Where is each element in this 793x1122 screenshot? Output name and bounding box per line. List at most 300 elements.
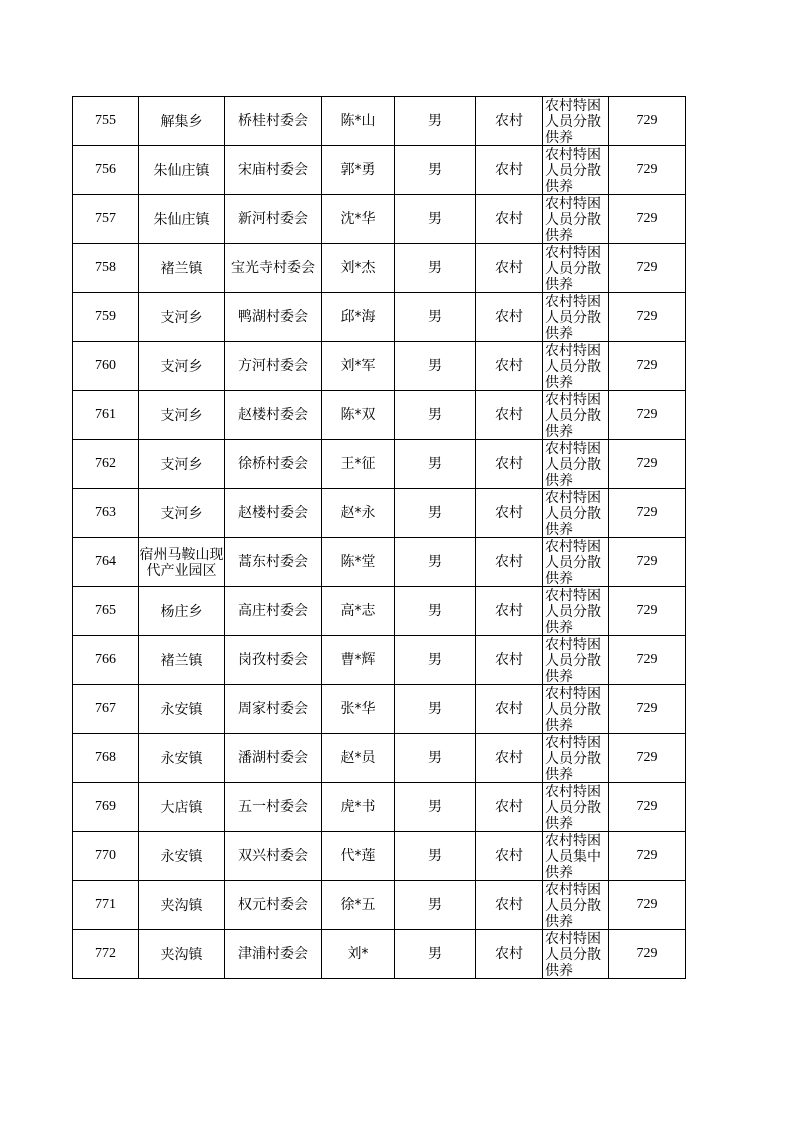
cell-text-no: 756 — [95, 162, 116, 177]
cell-gender — [395, 587, 476, 636]
cell-text-village: 五一村委会 — [238, 799, 308, 815]
cell-text-amount: 729 — [636, 407, 658, 422]
cell-text-name: 沈*华 — [340, 211, 376, 227]
table-row — [73, 783, 686, 832]
table-row — [73, 391, 686, 440]
cell-gender — [395, 195, 476, 244]
cell-text-area: 农村 — [495, 407, 523, 423]
cell-support-category — [543, 636, 609, 685]
cell-text-category: 农村特困人员分散供养 — [545, 490, 601, 537]
cell-text-village: 津浦村委会 — [238, 946, 308, 962]
cell-township — [139, 832, 225, 881]
cell-text-amount: 729 — [636, 750, 658, 765]
cell-text-area: 农村 — [495, 211, 523, 227]
cell-text-category: 农村特困人员分散供养 — [545, 539, 601, 586]
cell-text-village: 赵楼村委会 — [238, 505, 308, 521]
cell-support-category — [543, 930, 609, 979]
cell-text-village: 新河村委会 — [238, 211, 308, 227]
cell-gender — [395, 832, 476, 881]
cell-amount — [609, 244, 686, 293]
cell-name — [322, 734, 395, 783]
cell-area-type — [476, 587, 543, 636]
cell-name — [322, 195, 395, 244]
cell-text-area: 农村 — [495, 456, 523, 472]
cell-serial-number — [73, 244, 139, 293]
cell-text-category: 农村特困人员分散供养 — [545, 343, 601, 390]
cell-text-gender: 男 — [428, 260, 442, 276]
cell-text-no: 772 — [95, 946, 116, 961]
cell-area-type — [476, 342, 543, 391]
cell-amount — [609, 538, 686, 587]
cell-name — [322, 293, 395, 342]
cell-gender — [395, 342, 476, 391]
cell-text-village: 权元村委会 — [238, 897, 308, 913]
cell-name — [322, 783, 395, 832]
cell-text-village: 岗孜村委会 — [238, 652, 308, 668]
cell-gender — [395, 538, 476, 587]
cell-text-area: 农村 — [495, 505, 523, 521]
table-row — [73, 832, 686, 881]
table-row — [73, 636, 686, 685]
cell-text-amount: 729 — [636, 554, 658, 569]
cell-text-gender: 男 — [428, 407, 442, 423]
cell-township — [139, 636, 225, 685]
cell-text-no: 757 — [95, 211, 116, 226]
cell-amount — [609, 734, 686, 783]
cell-text-name: 刘*杰 — [340, 260, 376, 276]
cell-text-area: 农村 — [495, 750, 523, 766]
cell-serial-number — [73, 636, 139, 685]
cell-support-category — [543, 832, 609, 881]
cell-support-category — [543, 587, 609, 636]
table-row — [73, 685, 686, 734]
cell-serial-number — [73, 930, 139, 979]
cell-amount — [609, 685, 686, 734]
cell-text-no: 762 — [95, 456, 116, 471]
cell-text-town: 宿州马鞍山现代产业园区 — [139, 546, 224, 579]
cell-township — [139, 440, 225, 489]
cell-name — [322, 538, 395, 587]
cell-support-category — [543, 881, 609, 930]
cell-gender — [395, 146, 476, 195]
table-row — [73, 440, 686, 489]
cell-text-amount: 729 — [636, 358, 658, 373]
cell-support-category — [543, 685, 609, 734]
relief-roster-table — [72, 96, 686, 979]
cell-township — [139, 587, 225, 636]
cell-area-type — [476, 440, 543, 489]
cell-serial-number — [73, 783, 139, 832]
cell-serial-number — [73, 440, 139, 489]
cell-text-gender: 男 — [428, 211, 442, 227]
cell-text-area: 农村 — [495, 162, 523, 178]
cell-name — [322, 832, 395, 881]
cell-township — [139, 146, 225, 195]
cell-text-amount: 729 — [636, 701, 658, 716]
cell-village-committee — [225, 783, 322, 832]
cell-amount — [609, 391, 686, 440]
cell-village-committee — [225, 489, 322, 538]
cell-text-gender: 男 — [428, 162, 442, 178]
cell-text-town: 支河乡 — [160, 456, 203, 473]
cell-serial-number — [73, 489, 139, 538]
table-row — [73, 146, 686, 195]
cell-township — [139, 391, 225, 440]
cell-name — [322, 685, 395, 734]
table-row — [73, 538, 686, 587]
cell-serial-number — [73, 195, 139, 244]
cell-village-committee — [225, 881, 322, 930]
cell-support-category — [543, 342, 609, 391]
cell-gender — [395, 489, 476, 538]
cell-area-type — [476, 636, 543, 685]
cell-text-gender: 男 — [428, 946, 442, 962]
cell-text-village: 徐桥村委会 — [238, 456, 308, 472]
cell-text-no: 758 — [95, 260, 116, 275]
table-row — [73, 293, 686, 342]
cell-text-gender: 男 — [428, 750, 442, 766]
cell-amount — [609, 881, 686, 930]
cell-amount — [609, 440, 686, 489]
cell-text-area: 农村 — [495, 554, 523, 570]
cell-village-committee — [225, 440, 322, 489]
cell-name — [322, 97, 395, 146]
cell-serial-number — [73, 342, 139, 391]
cell-text-category: 农村特困人员分散供养 — [545, 147, 601, 194]
cell-village-committee — [225, 293, 322, 342]
cell-support-category — [543, 97, 609, 146]
cell-text-name: 郭*勇 — [340, 162, 376, 178]
table-row — [73, 881, 686, 930]
cell-serial-number — [73, 97, 139, 146]
cell-text-name: 赵*员 — [340, 750, 376, 766]
cell-text-area: 农村 — [495, 358, 523, 374]
cell-text-amount: 729 — [636, 946, 658, 961]
cell-township — [139, 489, 225, 538]
cell-support-category — [543, 489, 609, 538]
cell-text-gender: 男 — [428, 603, 442, 619]
cell-text-village: 潘湖村委会 — [238, 750, 308, 766]
cell-township — [139, 97, 225, 146]
cell-text-name: 曹*辉 — [340, 652, 376, 668]
cell-text-village: 赵楼村委会 — [238, 407, 308, 423]
cell-text-amount: 729 — [636, 456, 658, 471]
cell-text-no: 769 — [95, 799, 116, 814]
cell-gender — [395, 734, 476, 783]
cell-text-no: 761 — [95, 407, 116, 422]
cell-text-category: 农村特困人员分散供养 — [545, 735, 601, 782]
cell-text-town: 夹沟镇 — [160, 946, 203, 963]
cell-area-type — [476, 195, 543, 244]
cell-text-town: 解集乡 — [160, 113, 203, 130]
cell-text-name: 虎*书 — [340, 799, 376, 815]
cell-township — [139, 342, 225, 391]
cell-text-no: 767 — [95, 701, 116, 716]
cell-serial-number — [73, 734, 139, 783]
table-row — [73, 587, 686, 636]
cell-village-committee — [225, 587, 322, 636]
cell-township — [139, 538, 225, 587]
table-row — [73, 195, 686, 244]
cell-text-gender: 男 — [428, 701, 442, 717]
cell-serial-number — [73, 587, 139, 636]
cell-text-gender: 男 — [428, 799, 442, 815]
cell-text-area: 农村 — [495, 701, 523, 717]
cell-text-no: 766 — [95, 652, 116, 667]
cell-amount — [609, 587, 686, 636]
cell-amount — [609, 195, 686, 244]
cell-amount — [609, 783, 686, 832]
cell-support-category — [543, 734, 609, 783]
cell-amount — [609, 97, 686, 146]
cell-area-type — [476, 930, 543, 979]
cell-serial-number — [73, 293, 139, 342]
cell-text-name: 刘* — [347, 946, 369, 962]
cell-gender — [395, 293, 476, 342]
cell-text-category: 农村特困人员分散供养 — [545, 294, 601, 341]
cell-name — [322, 930, 395, 979]
cell-text-name: 高*志 — [340, 603, 376, 619]
cell-serial-number — [73, 832, 139, 881]
cell-text-category: 农村特困人员分散供养 — [545, 98, 601, 145]
cell-text-amount: 729 — [636, 162, 658, 177]
cell-area-type — [476, 391, 543, 440]
table-body — [73, 97, 686, 979]
table-row — [73, 489, 686, 538]
cell-text-name: 陈*山 — [340, 113, 376, 129]
cell-text-village: 桥桂村委会 — [238, 113, 308, 129]
cell-support-category — [543, 293, 609, 342]
cell-text-town: 支河乡 — [160, 407, 203, 424]
cell-text-no: 765 — [95, 603, 116, 618]
cell-name — [322, 636, 395, 685]
cell-support-category — [543, 440, 609, 489]
cell-text-name: 徐*五 — [340, 897, 376, 913]
cell-text-name: 赵*永 — [340, 505, 376, 521]
cell-text-no: 759 — [95, 309, 116, 324]
cell-amount — [609, 146, 686, 195]
table-row — [73, 734, 686, 783]
cell-text-town: 大店镇 — [160, 799, 203, 816]
cell-text-village: 蒿东村委会 — [238, 554, 308, 570]
cell-text-gender: 男 — [428, 309, 442, 325]
cell-text-no: 764 — [95, 554, 116, 569]
cell-support-category — [543, 244, 609, 293]
cell-text-no: 768 — [95, 750, 116, 765]
cell-text-name: 刘*军 — [340, 358, 376, 374]
cell-text-town: 夹沟镇 — [160, 897, 203, 914]
cell-text-amount: 729 — [636, 603, 658, 618]
cell-text-amount: 729 — [636, 505, 658, 520]
table-row — [73, 930, 686, 979]
cell-township — [139, 244, 225, 293]
cell-text-name: 陈*堂 — [340, 554, 376, 570]
cell-text-gender: 男 — [428, 554, 442, 570]
cell-village-committee — [225, 342, 322, 391]
cell-text-category: 农村特困人员分散供养 — [545, 196, 601, 243]
cell-text-name: 邱*海 — [340, 309, 376, 325]
cell-gender — [395, 391, 476, 440]
cell-text-area: 农村 — [495, 603, 523, 619]
cell-text-area: 农村 — [495, 309, 523, 325]
cell-serial-number — [73, 538, 139, 587]
cell-text-category: 农村特困人员分散供养 — [545, 637, 601, 684]
cell-township — [139, 930, 225, 979]
cell-serial-number — [73, 881, 139, 930]
cell-area-type — [476, 734, 543, 783]
cell-township — [139, 734, 225, 783]
cell-gender — [395, 685, 476, 734]
table-row — [73, 244, 686, 293]
cell-text-amount: 729 — [636, 309, 658, 324]
cell-area-type — [476, 97, 543, 146]
cell-text-amount: 729 — [636, 211, 658, 226]
cell-text-category: 农村特困人员分散供养 — [545, 392, 601, 439]
cell-amount — [609, 636, 686, 685]
cell-text-category: 农村特困人员分散供养 — [545, 784, 601, 831]
cell-text-category: 农村特困人员分散供养 — [545, 686, 601, 733]
cell-township — [139, 881, 225, 930]
cell-gender — [395, 440, 476, 489]
cell-amount — [609, 489, 686, 538]
cell-text-area: 农村 — [495, 946, 523, 962]
cell-name — [322, 440, 395, 489]
cell-text-town: 褚兰镇 — [160, 652, 203, 669]
cell-text-area: 农村 — [495, 260, 523, 276]
cell-text-village: 高庄村委会 — [238, 603, 308, 619]
cell-township — [139, 685, 225, 734]
cell-text-amount: 729 — [636, 848, 658, 863]
cell-text-category: 农村特困人员集中供养 — [545, 833, 601, 880]
cell-text-town: 支河乡 — [160, 358, 203, 375]
table-row — [73, 97, 686, 146]
cell-area-type — [476, 783, 543, 832]
cell-text-town: 永安镇 — [160, 701, 203, 718]
cell-support-category — [543, 146, 609, 195]
cell-text-area: 农村 — [495, 897, 523, 913]
cell-text-town: 杨庄乡 — [160, 603, 203, 620]
cell-gender — [395, 783, 476, 832]
cell-text-gender: 男 — [428, 456, 442, 472]
cell-township — [139, 195, 225, 244]
cell-village-committee — [225, 391, 322, 440]
cell-text-town: 永安镇 — [160, 848, 203, 865]
cell-text-town: 支河乡 — [160, 309, 203, 326]
cell-area-type — [476, 293, 543, 342]
cell-name — [322, 146, 395, 195]
cell-village-committee — [225, 195, 322, 244]
cell-text-amount: 729 — [636, 652, 658, 667]
cell-village-committee — [225, 244, 322, 293]
cell-text-area: 农村 — [495, 113, 523, 129]
cell-text-town: 支河乡 — [160, 505, 203, 522]
cell-text-no: 771 — [95, 897, 116, 912]
cell-text-area: 农村 — [495, 799, 523, 815]
cell-gender — [395, 244, 476, 293]
cell-text-category: 农村特困人员分散供养 — [545, 931, 601, 978]
cell-text-amount: 729 — [636, 113, 658, 128]
cell-name — [322, 587, 395, 636]
cell-text-gender: 男 — [428, 505, 442, 521]
table-row — [73, 342, 686, 391]
cell-text-village: 宝光寺村委会 — [231, 260, 315, 276]
cell-support-category — [543, 783, 609, 832]
cell-support-category — [543, 195, 609, 244]
cell-text-village: 双兴村委会 — [238, 848, 308, 864]
cell-name — [322, 391, 395, 440]
cell-village-committee — [225, 930, 322, 979]
cell-village-committee — [225, 832, 322, 881]
cell-text-name: 王*征 — [340, 456, 376, 472]
cell-text-village: 宋庙村委会 — [238, 162, 308, 178]
cell-village-committee — [225, 636, 322, 685]
cell-amount — [609, 293, 686, 342]
cell-village-committee — [225, 146, 322, 195]
cell-text-amount: 729 — [636, 260, 658, 275]
cell-text-category: 农村特困人员分散供养 — [545, 882, 601, 929]
cell-support-category — [543, 391, 609, 440]
cell-amount — [609, 930, 686, 979]
cell-text-name: 代*莲 — [340, 848, 376, 864]
cell-text-amount: 729 — [636, 897, 658, 912]
cell-name — [322, 881, 395, 930]
cell-text-name: 陈*双 — [340, 407, 376, 423]
cell-text-gender: 男 — [428, 358, 442, 374]
cell-area-type — [476, 489, 543, 538]
cell-text-town: 永安镇 — [160, 750, 203, 767]
cell-village-committee — [225, 685, 322, 734]
cell-text-gender: 男 — [428, 652, 442, 668]
cell-amount — [609, 832, 686, 881]
cell-name — [322, 489, 395, 538]
cell-name — [322, 342, 395, 391]
cell-serial-number — [73, 391, 139, 440]
cell-support-category — [543, 538, 609, 587]
cell-text-gender: 男 — [428, 897, 442, 913]
cell-text-town: 褚兰镇 — [160, 260, 203, 277]
cell-gender — [395, 881, 476, 930]
cell-text-town: 朱仙庄镇 — [153, 211, 210, 228]
cell-text-area: 农村 — [495, 652, 523, 668]
cell-gender — [395, 97, 476, 146]
cell-serial-number — [73, 146, 139, 195]
cell-gender — [395, 930, 476, 979]
cell-text-no: 755 — [95, 113, 116, 128]
cell-township — [139, 293, 225, 342]
cell-text-village: 方河村委会 — [238, 358, 308, 374]
cell-text-gender: 男 — [428, 113, 442, 129]
cell-text-gender: 男 — [428, 848, 442, 864]
cell-area-type — [476, 244, 543, 293]
cell-area-type — [476, 146, 543, 195]
cell-text-no: 770 — [95, 848, 116, 863]
cell-area-type — [476, 538, 543, 587]
cell-area-type — [476, 881, 543, 930]
cell-village-committee — [225, 734, 322, 783]
cell-text-no: 763 — [95, 505, 116, 520]
cell-text-area: 农村 — [495, 848, 523, 864]
cell-text-category: 农村特困人员分散供养 — [545, 245, 601, 292]
cell-text-village: 周家村委会 — [238, 701, 308, 717]
cell-village-committee — [225, 97, 322, 146]
cell-serial-number — [73, 685, 139, 734]
cell-text-category: 农村特困人员分散供养 — [545, 441, 601, 488]
cell-text-village: 鸭湖村委会 — [238, 309, 308, 325]
cell-area-type — [476, 685, 543, 734]
cell-name — [322, 244, 395, 293]
cell-village-committee — [225, 538, 322, 587]
cell-text-no: 760 — [95, 358, 116, 373]
